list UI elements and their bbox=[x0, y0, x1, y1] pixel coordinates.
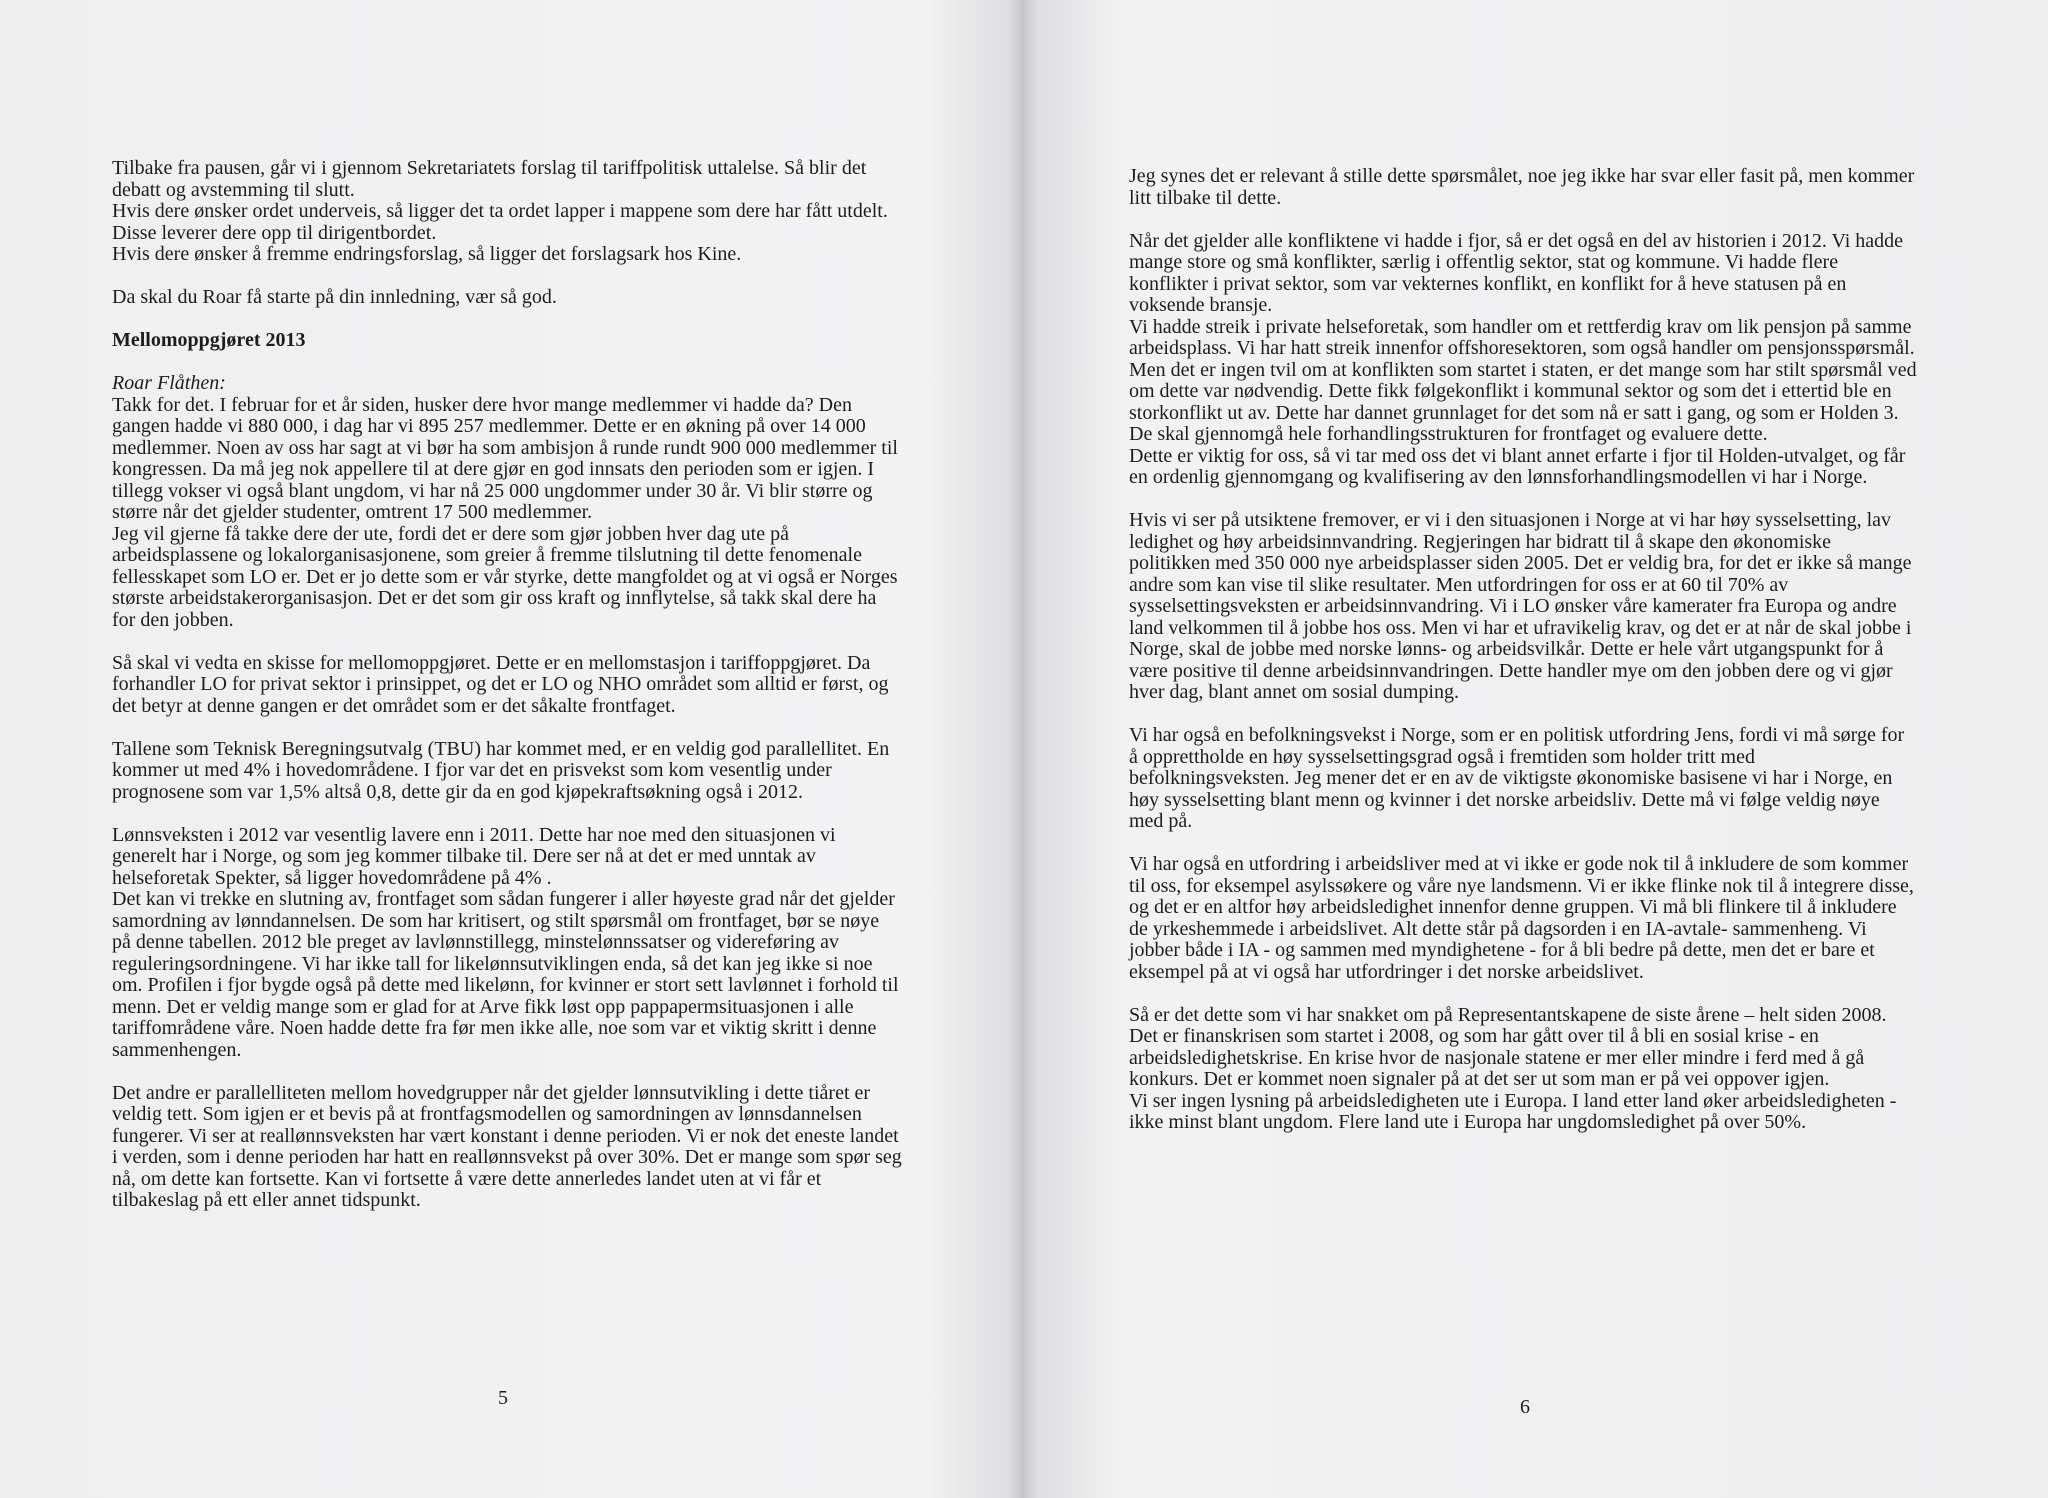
right-page bbox=[1027, 0, 2048, 1498]
text-line: Hvis dere ønsker ordet underveis, så ligger det ta ordet lapper i mappene som dere har fått utdelt. Disse leverer dere opp til dirigentbordet. bbox=[112, 200, 888, 244]
page-number: 5 bbox=[498, 1387, 508, 1409]
paragraph: Vi har også en utfordring i arbeidsliver med at vi ikke er gode nok til å inkludere de som kommer til oss, for eksempel asylssøkere og våre nye landsmenn. Vi er ikke flinke nok til å integrere disse, og det er en altfor høy arbeidsledighet innenfor denne gruppen. Vi må bli flinkere til å inkludere de yrkeshemmede i arbeidslivet. Alt dette står på dagsorden i en IA-avtale- sammenheng. Vi jobber både i IA - og sammen med myndighetene - for å bli bedre på dette, men det er bare et eksempel på at vi også har utfordringer i det norske arbeidslivet. bbox=[1129, 853, 1914, 983]
paragraph: Da skal du Roar få starte på din innledning, vær så god. bbox=[112, 286, 557, 308]
text-line: Jeg vil gjerne få takke dere der ute, fordi det er dere som gjør jobben hver dag ute på arbeidsplassene og lokalorganisasjonene, som greier å fremme tilslutning til dette fenomenale fellesskapet som LO er. Det er jo dette som er vår styrke, dette mangfoldet og at vi også er Norges største arbeidstakerorganisasjon. Det er det som gir oss kraft og innflytelse, så takk skal dere ha for den jobben. bbox=[112, 522, 898, 631]
paragraph: Tallene som Teknisk Beregningsutvalg (TBU) har kommet med, er en veldig god parallellitet. En kommer ut med 4% i hovedområdene. I fjor var det en prisvekst som kom vesentlig under prognosene som var 1,5% altså 0,8, dette gir da en god kjøpekraftsøkning også i 2012. bbox=[112, 737, 890, 803]
page-number: 6 bbox=[1520, 1396, 1530, 1418]
text-line: Men det er ingen tvil om at konflikten som startet i staten, er det mange som har stilt spørsmål ved om dette var nødvendig. Dette fikk følgekonflikt i kommunal sektor og som det i ettertid ble en storkonflikt ut av. Dette har dannet grunnlaget for det som nå er satt i gang, og som er Holden 3. De skal gjennomgå hele forhandlingsstrukturen for frontfaget og evaluere dette. bbox=[1129, 358, 1917, 445]
paragraph: Jeg synes det er relevant å stille dette spørsmålet, noe jeg ikke har svar eller fasit på, men kommer litt tilbake til dette. bbox=[1129, 165, 1915, 209]
left-page-text bbox=[112, 158, 902, 1233]
paragraph bbox=[112, 825, 902, 1062]
right-page-text bbox=[1129, 166, 1917, 1155]
text-line: Lønnsveksten i 2012 var vesentlig lavere enn i 2011. Dette har noe med den situasjonen vi generelt har i Norge, og som jeg kommer tilbake til. Dere ser nå at det er med unntak av helseforetak Spekter, så ligger hovedområdene på 4% . bbox=[112, 823, 836, 889]
speech-text bbox=[112, 395, 902, 632]
left-page bbox=[0, 0, 1017, 1498]
paragraph: Vi har også en befolkningsvekst i Norge, som er en politisk utfordring Jens, fordi vi må sørge for å opprettholde en høy sysselsettingsgrad også i fremtiden som holder tritt med befolkningsveksten. Jeg mener det er en av de viktigste økonomiske basisene vi har i Norge, en høy sysselsetting blant menn og kvinner i det norske arbeidsliv. Dette må vi følge veldig nøye med på. bbox=[1129, 724, 1905, 832]
text-line: Det kan vi trekke en slutning av, frontfaget som sådan fungerer i aller høyeste grad når det gjelder samordning av lønndannelsen. De som har kritisert, og stilt spørsmål om frontfaget, bør se nøye på denne tabellen. 2012 ble preget av lavlønnstillegg, minstelønnssatser og videreføring av reguleringsordningene. Vi har ikke tall for likelønnsutviklingen enda, så det kan jeg ikke si noe om. Profilen i fjor bygde også på dette med likelønn, for kvinner er stort sett lavlønnet i forhold til menn. Det er veldig mange som er glad for at Arve fikk løst opp pappapermsituasjonen i alle tariffområdene våre. Noen hadde dette fra før men ikke alle, noe som var et viktig skritt i denne sammenhengen. bbox=[112, 888, 899, 1061]
speaker-name: Roar Flåthen: bbox=[112, 372, 226, 394]
text-line: Når det gjelder alle konfliktene vi hadde i fjor, så er det også en del av historien i 2012. Vi hadde mange store og små konflikter, særlig i offentlig sektor, stat og kommune. Vi hadde flere konflikter i privat sektor, som var vekternes konflikt, en konflikt for å heve statusen på en voksende bransje. bbox=[1129, 229, 1904, 316]
text-line: Hvis dere ønsker å fremme endringsforslag, så ligger det forslagsark hos Kine. bbox=[112, 243, 742, 265]
paragraph: Hvis vi ser på utsiktene fremover, er vi i den situasjonen i Norge at vi har høy sysselsetting, lav ledighet og høy arbeidsinnvandring. Regjeringen har bidratt til å skape den økonomiske politikken med 350 000 nye arbeidsplasser siden 2005. Det er veldig bra, for det er ikke så mange andre som kan vise til slike resultater. Men utfordringen for oss er at 60 til 70% av sysselsettingsveksten er arbeidsinnvandring. Vi i LO ønsker våre kamerater fra Europa og andre land velkommen til å jobbe hos oss. Men vi har et ufravikelig krav, og det er at når de skal jobbe i Norge, skal de jobbe med norske lønns- og arbeidsvilkår. Dette er hele vårt utgangspunkt for å være positive til denne arbeidsinnvandringen. Dette handler mye om den jobben dere og vi gjør hver dag, blant annet om sosial dumping. bbox=[1129, 509, 1912, 703]
paragraph bbox=[112, 158, 902, 266]
text-line: Tilbake fra pausen, går vi i gjennom Sekretariatets forslag til tariffpolitisk uttalelse. Så blir det debatt og avstemming til slutt. bbox=[112, 157, 867, 201]
text-line: Takk for det. I februar for et år siden, husker dere hvor mange medlemmer vi hadde da? Den gangen hadde vi 880 000, i dag har vi 895 257 medlemmer. Dette er en økning på over 14 000 medlemmer. Noen av oss har sagt at vi bør ha som ambisjon å runde rundt 900 000 medlemmer til kongressen. Da må jeg nok appellere til at dere gjør en god innsats den perioden som er igjen. I tillegg vokser vi også blant ungdom, vi har nå 25 000 ungdommer under 30 år. Vi blir større og større når det gjelder studenter, omtrent 17 500 medlemmer. bbox=[112, 393, 898, 523]
speech-paragraph bbox=[112, 373, 902, 631]
section-title: Mellomoppgjøret 2013 bbox=[112, 329, 306, 351]
paragraph bbox=[1129, 1005, 1917, 1134]
paragraph: Så skal vi vedta en skisse for mellomoppgjøret. Dette er en mellomstasjon i tariffoppgjøret. Da forhandler LO for privat sektor i prinsippet, og det er LO og NHO området som alltid er først, og det betyr at denne gangen er det området som er det såkalte frontfaget. bbox=[112, 651, 889, 717]
paragraph bbox=[1129, 231, 1917, 489]
text-line: Så er det dette som vi har snakket om på Representantskapene de siste årene – helt siden 2008. Det er finanskrisen som startet i 2008, og som har gått over til å bli en sosial krise - en arbeidsledighetskrise. En krise hvor de nasjonale statene er mer eller mindre i ferd med å gå konkurs. Det er kommet noen signaler på at det ser ut som man er på vei oppover igjen. bbox=[1129, 1003, 1887, 1090]
paragraph: Det andre er parallelliteten mellom hovedgrupper når det gjelder lønnsutvikling i dette tiåret er veldig tett. Som igjen er et bevis på at frontfagsmodellen og samordningen av lønnsdannelsen fungerer. Vi ser at reallønnsveksten har vært konstant i denne perioden. Vi er nok det eneste landet i verden, som i denne perioden har hatt en reallønnsvekst på over 30%. Det er mange som spør seg nå, om dette kan fortsette. Kan vi fortsette å være dette annerledes landet uten at vi får et tilbakeslag på ett eller annet tidspunkt. bbox=[112, 1081, 902, 1211]
text-line: Vi ser ingen lysning på arbeidsledigheten ute i Europa. I land etter land øker arbeidsledigheten - ikke minst blant ungdom. Flere land ute i Europa har ungdomsledighet på over 50%. bbox=[1129, 1089, 1897, 1133]
text-line: Vi hadde streik i private helseforetak, som handler om et rettferdig krav om lik pensjon på samme arbeidsplass. Vi har hatt streik innenfor offshoresektoren, som også handler om pensjonsspørsmål. bbox=[1129, 315, 1915, 359]
text-line: Dette er viktig for oss, så vi tar med oss det vi blant annet erfarte i fjor til Holden-utvalget, og får en ordenlig gjennomgang og kvalifisering av den lønnsforhandlingsmodellen vi har i Norge. bbox=[1129, 444, 1906, 488]
